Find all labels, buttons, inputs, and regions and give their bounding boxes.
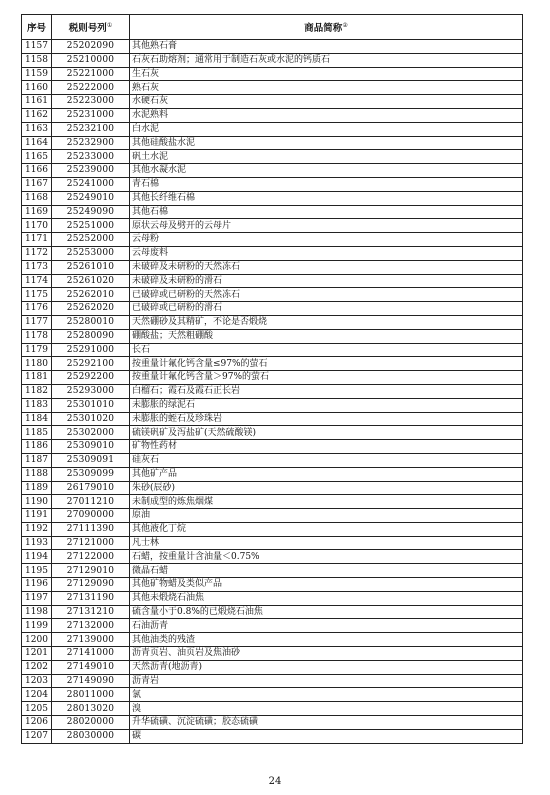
tariff-code-cell: 25249090 xyxy=(52,205,130,219)
tariff-code-cell: 25252000 xyxy=(52,233,130,247)
table-row xyxy=(22,688,523,702)
tariff-code-cell: 25292200 xyxy=(52,371,130,385)
tariff-code-cell: 25292100 xyxy=(52,357,130,371)
table-row xyxy=(22,674,523,688)
table-row xyxy=(22,67,523,81)
product-name-cell: 石蜡，按重量计含油量＜0.75% xyxy=(130,550,523,564)
table-row xyxy=(22,343,523,357)
product-name-cell: 原状云母及劈开的云母片 xyxy=(130,219,523,233)
table-row xyxy=(22,495,523,509)
serial-number-cell: 1191 xyxy=(22,509,52,523)
product-name-cell: 硫镁矾矿及泻盐矿(天然硫酸镁) xyxy=(130,426,523,440)
table-row xyxy=(22,95,523,109)
product-name-cell: 其他矿产品 xyxy=(130,467,523,481)
table-row xyxy=(22,274,523,288)
tariff-code-cell: 28013020 xyxy=(52,702,130,716)
tariff-code-cell: 25249010 xyxy=(52,191,130,205)
product-name-cell: 未破碎及未研粉的滑石 xyxy=(130,274,523,288)
product-name-cell: 云母粉 xyxy=(130,233,523,247)
tariff-code-cell: 27090000 xyxy=(52,509,130,523)
tariff-code-cell: 27139000 xyxy=(52,633,130,647)
header-tariff-code-footnote: ① xyxy=(106,21,113,29)
table-row xyxy=(22,578,523,592)
table-row xyxy=(22,357,523,371)
serial-number-cell: 1161 xyxy=(22,95,52,109)
serial-number-cell: 1179 xyxy=(22,343,52,357)
table-row xyxy=(22,315,523,329)
table-row xyxy=(22,371,523,385)
product-name-cell: 氯 xyxy=(130,688,523,702)
product-name-cell: 矾土水泥 xyxy=(130,150,523,164)
serial-number-cell: 1167 xyxy=(22,177,52,191)
header-tariff-code-label: 税则号列 xyxy=(68,23,107,34)
tariff-code-cell: 27131210 xyxy=(52,605,130,619)
page-number: 24 xyxy=(268,776,282,787)
product-name-cell: 朱砂(辰砂) xyxy=(130,481,523,495)
header-serial-number xyxy=(22,15,52,40)
serial-number-cell: 1199 xyxy=(22,619,52,633)
tariff-code-cell: 27011210 xyxy=(52,495,130,509)
tariff-code-cell: 25221000 xyxy=(52,67,130,81)
product-name-cell: 白榴石；霞石及霞石正长岩 xyxy=(130,384,523,398)
table-row xyxy=(22,384,523,398)
product-name-cell: 青石棉 xyxy=(130,177,523,191)
product-name-cell: 沥青岩 xyxy=(130,674,523,688)
tariff-code-cell: 27129090 xyxy=(52,578,130,592)
product-name-cell: 微晶石蜡 xyxy=(130,564,523,578)
product-name-cell: 生石灰 xyxy=(130,67,523,81)
table-row xyxy=(22,605,523,619)
table-row xyxy=(22,702,523,716)
product-name-cell: 其他水凝水泥 xyxy=(130,164,523,178)
tariff-table xyxy=(21,14,523,744)
tariff-code-cell: 25309099 xyxy=(52,467,130,481)
product-name-cell: 长石 xyxy=(130,343,523,357)
tariff-code-cell: 27149010 xyxy=(52,660,130,674)
serial-number-cell: 1205 xyxy=(22,702,52,716)
product-name-cell: 其他矿物蜡及类似产品 xyxy=(130,578,523,592)
product-name-cell: 天然沥青(地沥青) xyxy=(130,660,523,674)
table-row xyxy=(22,426,523,440)
table-row xyxy=(22,398,523,412)
product-name-cell: 原油 xyxy=(130,509,523,523)
table-row xyxy=(22,564,523,578)
table-row xyxy=(22,329,523,343)
serial-number-cell: 1171 xyxy=(22,233,52,247)
tariff-code-cell: 25251000 xyxy=(52,219,130,233)
product-name-cell: 云母废料 xyxy=(130,246,523,260)
table-row xyxy=(22,177,523,191)
table-row xyxy=(22,302,523,316)
serial-number-cell: 1176 xyxy=(22,302,52,316)
serial-number-cell: 1173 xyxy=(22,260,52,274)
header-product-name-footnote: ② xyxy=(342,21,348,29)
serial-number-cell: 1197 xyxy=(22,591,52,605)
serial-number-cell: 1169 xyxy=(22,205,52,219)
serial-number-cell: 1162 xyxy=(22,108,52,122)
serial-number-cell: 1184 xyxy=(22,412,52,426)
serial-number-cell: 1200 xyxy=(22,633,52,647)
serial-number-cell: 1178 xyxy=(22,329,52,343)
tariff-code-cell: 27122000 xyxy=(52,550,130,564)
tariff-code-cell: 27111390 xyxy=(52,522,130,536)
table-row xyxy=(22,164,523,178)
serial-number-cell: 1168 xyxy=(22,191,52,205)
tariff-code-cell: 25232100 xyxy=(52,122,130,136)
table-row xyxy=(22,412,523,426)
tariff-code-cell: 25309010 xyxy=(52,440,130,454)
tariff-code-cell: 25233000 xyxy=(52,150,130,164)
product-name-cell: 已破碎或已研粉的滑石 xyxy=(130,302,523,316)
product-name-cell: 溴 xyxy=(130,702,523,716)
tariff-code-cell: 27141000 xyxy=(52,647,130,661)
table-row xyxy=(22,53,523,67)
product-name-cell: 沥青页岩、油页岩及焦油砂 xyxy=(130,647,523,661)
product-name-cell: 水硬石灰 xyxy=(130,95,523,109)
table-row xyxy=(22,246,523,260)
tariff-code-cell: 25223000 xyxy=(52,95,130,109)
serial-number-cell: 1201 xyxy=(22,647,52,661)
tariff-code-cell: 25222000 xyxy=(52,81,130,95)
table-row xyxy=(22,440,523,454)
table-row xyxy=(22,481,523,495)
tariff-table-sheet xyxy=(21,14,523,744)
tariff-code-cell: 26179010 xyxy=(52,481,130,495)
product-name-cell: 碳 xyxy=(130,729,523,743)
table-header xyxy=(22,15,523,40)
serial-number-cell: 1180 xyxy=(22,357,52,371)
tariff-code-cell: 27129010 xyxy=(52,564,130,578)
product-name-cell: 凡士林 xyxy=(130,536,523,550)
product-name-cell: 其他液化丁烷 xyxy=(130,522,523,536)
table-row xyxy=(22,591,523,605)
table-body xyxy=(22,40,523,744)
serial-number-cell: 1165 xyxy=(22,150,52,164)
product-name-cell: 未制成型的炼焦烟煤 xyxy=(130,495,523,509)
table-row xyxy=(22,509,523,523)
serial-number-cell: 1174 xyxy=(22,274,52,288)
table-row xyxy=(22,619,523,633)
product-name-cell: 未破碎及未研粉的天然冻石 xyxy=(130,260,523,274)
table-row xyxy=(22,108,523,122)
serial-number-cell: 1158 xyxy=(22,53,52,67)
serial-number-cell: 1198 xyxy=(22,605,52,619)
tariff-code-cell: 25210000 xyxy=(52,53,130,67)
serial-number-cell: 1207 xyxy=(22,729,52,743)
tariff-code-cell: 25261010 xyxy=(52,260,130,274)
serial-number-cell: 1193 xyxy=(22,536,52,550)
serial-number-cell: 1202 xyxy=(22,660,52,674)
table-row xyxy=(22,205,523,219)
header-tariff-code xyxy=(52,15,130,40)
tariff-code-cell: 25280090 xyxy=(52,329,130,343)
table-row xyxy=(22,467,523,481)
table-row xyxy=(22,522,523,536)
table-row xyxy=(22,219,523,233)
serial-number-cell: 1194 xyxy=(22,550,52,564)
serial-number-cell: 1186 xyxy=(22,440,52,454)
table-row xyxy=(22,260,523,274)
product-name-cell: 白水泥 xyxy=(130,122,523,136)
tariff-code-cell: 25202090 xyxy=(52,40,130,54)
product-name-cell: 其他熟石膏 xyxy=(130,40,523,54)
serial-number-cell: 1157 xyxy=(22,40,52,54)
product-name-cell: 硼酸盐；天然粗硼酸 xyxy=(130,329,523,343)
tariff-code-cell: 25262010 xyxy=(52,288,130,302)
serial-number-cell: 1164 xyxy=(22,136,52,150)
product-name-cell: 按重量计氟化钙含量＞97%的萤石 xyxy=(130,371,523,385)
product-name-cell: 熟石灰 xyxy=(130,81,523,95)
table-row xyxy=(22,136,523,150)
table-row xyxy=(22,122,523,136)
tariff-code-cell: 25232900 xyxy=(52,136,130,150)
serial-number-cell: 1196 xyxy=(22,578,52,592)
serial-number-cell: 1190 xyxy=(22,495,52,509)
tariff-code-cell: 25293000 xyxy=(52,384,130,398)
tariff-code-cell: 27121000 xyxy=(52,536,130,550)
tariff-code-cell: 25253000 xyxy=(52,246,130,260)
product-name-cell: 石油沥青 xyxy=(130,619,523,633)
serial-number-cell: 1166 xyxy=(22,164,52,178)
header-product-name xyxy=(130,15,523,40)
table-row xyxy=(22,536,523,550)
tariff-code-cell: 28011000 xyxy=(52,688,130,702)
serial-number-cell: 1170 xyxy=(22,219,52,233)
tariff-code-cell: 28020000 xyxy=(52,716,130,730)
product-name-cell: 石灰石助熔剂；通常用于制造石灰或水泥的钙质石 xyxy=(130,53,523,67)
tariff-code-cell: 27149090 xyxy=(52,674,130,688)
table-row xyxy=(22,40,523,54)
tariff-code-cell: 25231000 xyxy=(52,108,130,122)
product-name-cell: 水泥熟料 xyxy=(130,108,523,122)
tariff-code-cell: 25262020 xyxy=(52,302,130,316)
serial-number-cell: 1192 xyxy=(22,522,52,536)
tariff-code-cell: 27131190 xyxy=(52,591,130,605)
tariff-code-cell: 25261020 xyxy=(52,274,130,288)
serial-number-cell: 1175 xyxy=(22,288,52,302)
serial-number-cell: 1203 xyxy=(22,674,52,688)
header-product-name-label: 商品简称 xyxy=(304,23,343,34)
tariff-code-cell: 25291000 xyxy=(52,343,130,357)
table-row xyxy=(22,660,523,674)
product-name-cell: 未膨胀的绿泥石 xyxy=(130,398,523,412)
product-name-cell: 其他油类的残渣 xyxy=(130,633,523,647)
table-row xyxy=(22,550,523,564)
tariff-code-cell: 25239000 xyxy=(52,164,130,178)
product-name-cell: 已破碎或已研粉的天然冻石 xyxy=(130,288,523,302)
serial-number-cell: 1195 xyxy=(22,564,52,578)
tariff-code-cell: 28030000 xyxy=(52,729,130,743)
tariff-code-cell: 25301020 xyxy=(52,412,130,426)
serial-number-cell: 1189 xyxy=(22,481,52,495)
table-row xyxy=(22,729,523,743)
product-name-cell: 其他石棉 xyxy=(130,205,523,219)
serial-number-cell: 1204 xyxy=(22,688,52,702)
product-name-cell: 硫含量小于0.8%的已煅烧石油焦 xyxy=(130,605,523,619)
table-row xyxy=(22,288,523,302)
product-name-cell: 按重量计氟化钙含量≤97%的萤石 xyxy=(130,357,523,371)
tariff-code-cell: 25241000 xyxy=(52,177,130,191)
serial-number-cell: 1159 xyxy=(22,67,52,81)
tariff-code-cell: 25302000 xyxy=(52,426,130,440)
tariff-code-cell: 25301010 xyxy=(52,398,130,412)
tariff-code-cell: 25280010 xyxy=(52,315,130,329)
table-row xyxy=(22,81,523,95)
header-serial-number-label: 序号 xyxy=(26,23,46,34)
header-row xyxy=(22,15,523,40)
table-row xyxy=(22,191,523,205)
table-row xyxy=(22,647,523,661)
product-name-cell: 天然硼砂及其精矿，不论是否煅烧 xyxy=(130,315,523,329)
product-name-cell: 未膨胀的蛭石及珍珠岩 xyxy=(130,412,523,426)
product-name-cell: 其他未煅烧石油焦 xyxy=(130,591,523,605)
serial-number-cell: 1206 xyxy=(22,716,52,730)
table-row xyxy=(22,453,523,467)
serial-number-cell: 1187 xyxy=(22,453,52,467)
serial-number-cell: 1188 xyxy=(22,467,52,481)
serial-number-cell: 1160 xyxy=(22,81,52,95)
table-row xyxy=(22,233,523,247)
serial-number-cell: 1185 xyxy=(22,426,52,440)
product-name-cell: 升华硫磺、沉淀硫磺；胶态硫磺 xyxy=(130,716,523,730)
serial-number-cell: 1183 xyxy=(22,398,52,412)
serial-number-cell: 1177 xyxy=(22,315,52,329)
serial-number-cell: 1181 xyxy=(22,371,52,385)
serial-number-cell: 1172 xyxy=(22,246,52,260)
product-name-cell: 其他长纤维石棉 xyxy=(130,191,523,205)
serial-number-cell: 1182 xyxy=(22,384,52,398)
table-row xyxy=(22,716,523,730)
table-row xyxy=(22,150,523,164)
product-name-cell: 其他硅酸盐水泥 xyxy=(130,136,523,150)
tariff-code-cell: 27132000 xyxy=(52,619,130,633)
serial-number-cell: 1163 xyxy=(22,122,52,136)
product-name-cell: 硅灰石 xyxy=(130,453,523,467)
product-name-cell: 矿物性药材 xyxy=(130,440,523,454)
tariff-code-cell: 25309091 xyxy=(52,453,130,467)
table-row xyxy=(22,633,523,647)
